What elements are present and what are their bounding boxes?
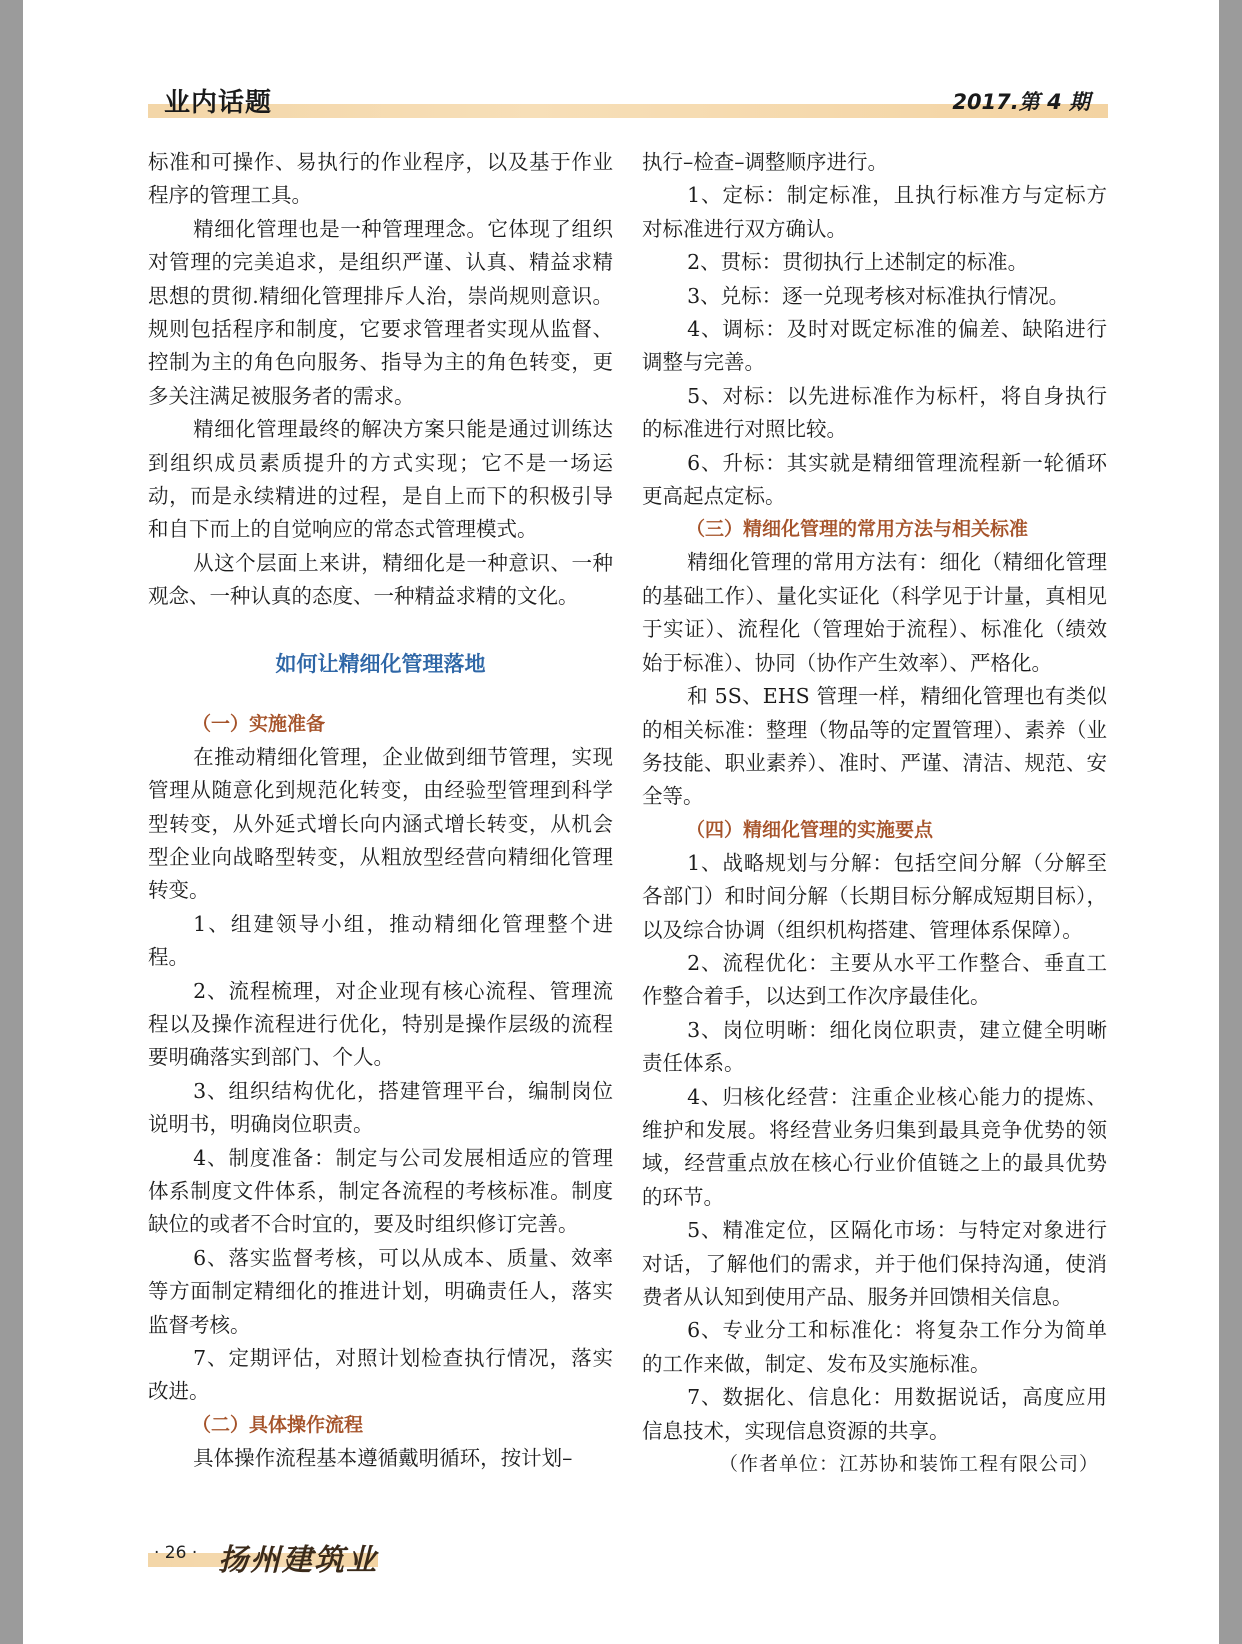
list-item: 6、升标：其实就是精细管理流程新一轮循环更高起点定标。	[642, 450, 1107, 509]
list-item: 3、组织结构优化，搭建管理平台，编制岗位说明书，明确岗位职责。	[148, 1078, 613, 1137]
right-column	[642, 146, 1107, 1481]
page-footer	[148, 1535, 378, 1578]
paragraph: 精细化管理也是一种管理理念。它体现了组织对管理的完美追求，是组织严谨、认真、精益求精思想的贯彻.精细化管理排斥人治，崇尚规则意识。规则包括程序和制度，它要求管理者实现从监督、控制为主的角色向服务、指导为主的角色转变，更多关注满足被服务者的需求。	[148, 216, 613, 408]
list-item: 7、定期评估，对照计划检查执行情况，落实改进。	[148, 1346, 613, 1404]
list-item: 6、专业分工和标准化：将复杂工作分为简单的工作来做，制定、发布及实施标准。	[642, 1318, 1107, 1376]
subheading: （四）精细化管理的实施要点	[686, 818, 934, 841]
list-item: 1、组建领导小组，推动精细化管理整个进程。	[148, 911, 613, 970]
section-title: 如何让精细化管理落地	[275, 651, 486, 676]
paragraph: 标准和可操作、易执行的作业程序，以及基于作业程序的管理工具。	[148, 150, 613, 208]
list-item: 5、对标：以先进标准作为标杆，将自身执行的标准进行对照比较。	[642, 383, 1107, 442]
paragraph: 在推动精细化管理，企业做到细节管理，实现管理从随意化到规范化转变，由经验型管理到科学型转变，从外延式增长向内涵式增长转变，从机会型企业向战略型转变，从粗放型经营向精细化管理转变。	[148, 744, 613, 903]
list-item: 4、调标：及时对既定标准的偏差、缺陷进行调整与完善。	[642, 317, 1107, 375]
paragraph: 执行–检查–调整顺序进行。	[642, 150, 888, 174]
list-item: 7、数据化、信息化：用数据说话，高度应用信息技术，实现信息资源的共享。	[642, 1385, 1107, 1443]
right-margin-bar	[1219, 0, 1242, 1644]
page-header	[148, 80, 1108, 124]
list-item: 6、落实监督考核，可以从成本、质量、效率等方面制定精细化的推进计划，明确责任人，落实监督考核。	[148, 1245, 613, 1337]
section-label: 业内话题	[164, 88, 273, 118]
journal-logo: 扬州建筑业	[218, 1543, 378, 1578]
subheading: （二）具体操作流程	[192, 1413, 364, 1436]
list-item: 1、战略规划与分解：包括空间分解（分解至各部门）和时间分解（长期目标分解成短期目标），以及综合协调（组织机构搭建、管理体系保障）。	[642, 850, 1107, 942]
paragraph: 具体操作流程基本遵循戴明循环，按计划–	[193, 1445, 573, 1470]
subheading: （三）精细化管理的常用方法与相关标准	[686, 518, 1029, 541]
paragraph: 和 5S、EHS 管理一样，精细化管理也有类似的相关标准：整理（物品等的定置管理）、素养（业务技能、职业素养）、准时、严谨、清洁、规范、安全等。	[642, 684, 1107, 809]
paragraph: 精细化管理最终的解决方案只能是通过训练达到组织成员素质提升的方式实现；它不是一场运动，而是永续精进的过程，是自上而下的积极引导和自下而上的自觉响应的常态式管理模式。	[148, 417, 613, 542]
list-item: 2、贯标：贯彻执行上述制定的标准。	[687, 250, 1029, 275]
page-number: · 26 ·	[154, 1543, 198, 1563]
list-item: 5、精准定位，区隔化市场：与特定对象进行对话，了解他们的需求，并于他们保持沟通，使消费者从认知到使用产品、服务并回馈相关信息。	[642, 1218, 1107, 1309]
list-item: 2、流程梳理，对企业现有核心流程、管理流程以及操作流程进行优化，特别是操作层级的流程要明确落实到部门、个人。	[148, 978, 613, 1070]
issue-label: 2017.第 4 期	[952, 90, 1090, 114]
left-margin-bar	[0, 0, 23, 1644]
subheading: （一）实施准备	[192, 712, 326, 735]
left-column	[148, 146, 613, 1475]
paragraph: 精细化管理的常用方法有：细化（精细化管理的基础工作）、量化实证化（科学见于计量，真相见于实证）、流程化（管理始于流程）、标准化（绩效始于标准）、协同（协作产生效率）、严格化。	[642, 550, 1107, 675]
list-item: 2、流程优化：主要从水平工作整合、垂直工作整合着手，以达到工作次序最佳化。	[642, 950, 1107, 1009]
list-item: 3、兑标：逐一兑现考核对标准执行情况。	[687, 283, 1070, 308]
list-item: 3、岗位明晰：细化岗位职责，建立健全明晰责任体系。	[642, 1017, 1107, 1076]
list-item: 4、制度准备：制定与公司发展相适应的管理体系制度文件体系，制定各流程的考核标准。制度缺位的或者不合时宜的，要及时组织修订完善。	[148, 1145, 613, 1237]
list-item: 4、归核化经营：注重企业核心能力的提炼、维护和发展。将经营业务归集到最具竞争优势的领域，经营重点放在核心行业价值链之上的最具优势的环节。	[642, 1084, 1107, 1209]
paragraph: 从这个层面上来讲，精细化是一种意识、一种观念、一种认真的态度、一种精益求精的文化。	[148, 550, 613, 609]
list-item: 1、定标：制定标准，且执行标准方与定标方对标准进行双方确认。	[642, 183, 1107, 241]
author-affiliation: （作者单位：江苏协和装饰工程有限公司）	[718, 1453, 1099, 1476]
